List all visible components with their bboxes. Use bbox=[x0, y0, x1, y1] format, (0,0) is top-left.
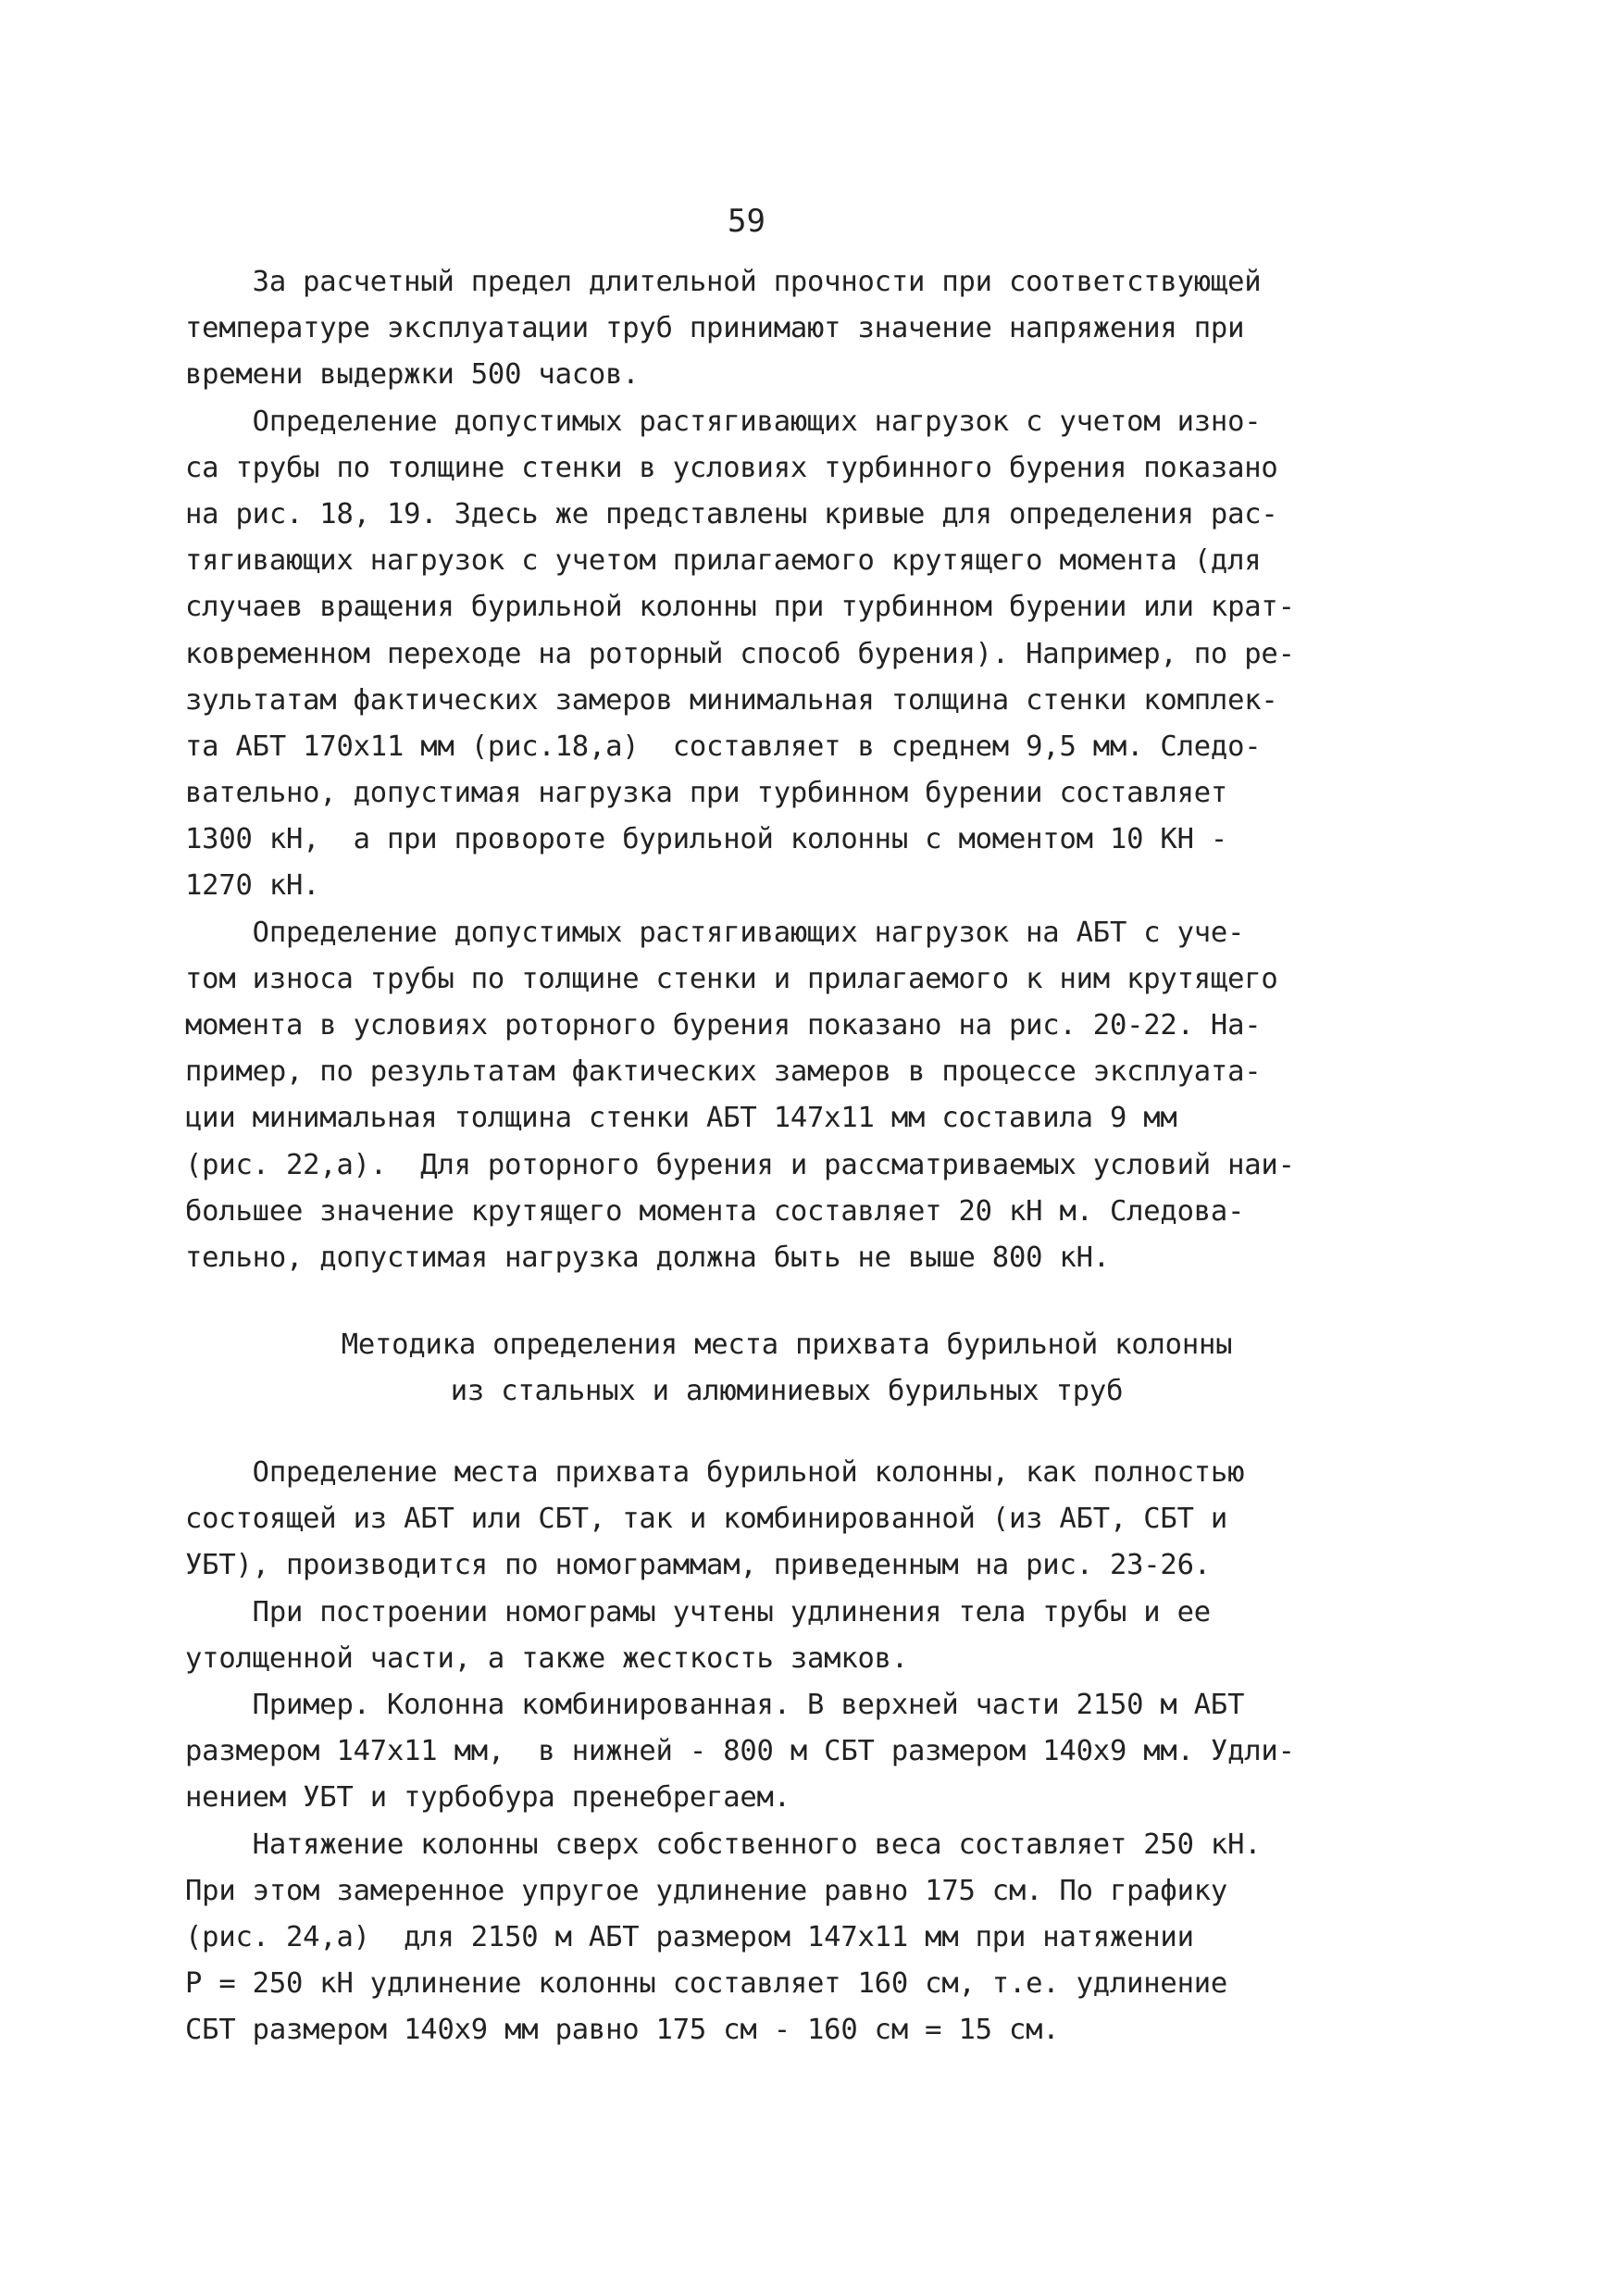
text-line: Определение допустимых растягивающих нагрузок на АБТ с уче- bbox=[185, 916, 1245, 949]
text-line: большее значение крутящего момента составляет 20 кН м. Следова- bbox=[185, 1194, 1245, 1228]
text-line: утолщенной части, а также жесткость замков. bbox=[185, 1641, 908, 1675]
text-line: (рис. 24,а) для 2150 м АБТ размером 147x11 мм при натяжении bbox=[185, 1920, 1194, 1953]
text-line: са трубы по толщине стенки в условиях турбинного бурения показано bbox=[185, 451, 1278, 484]
text-line: ковременном переходе на роторный способ бурения). Например, по ре- bbox=[185, 637, 1295, 670]
text-line: случаев вращения бурильной колонны при турбинном бурении или крат- bbox=[185, 591, 1295, 624]
text-line: 1300 кН, а при провороте бурильной колонны с моментом 10 КН - bbox=[185, 823, 1228, 856]
text-line: УБТ), производится по номограммам, приведенным на рис. 23-26. bbox=[185, 1549, 1211, 1582]
text-line: тельно, допустимая нагрузка должна быть не выше 800 кН. bbox=[185, 1241, 1110, 1274]
text-line: Определение допустимых растягивающих нагрузок с учетом изно- bbox=[185, 405, 1262, 438]
text-line: При этом замеренное упругое удлинение равно 175 см. По графику bbox=[185, 1874, 1228, 1907]
text-line: За расчетный предел длительной прочности при соответствующей bbox=[185, 266, 1262, 298]
section-heading-line-1: Методика определения места прихвата бурильной колонны bbox=[341, 1329, 1233, 1361]
text-line: Р = 250 кН удлинение колонны составляет 160 см, т.е. удлинение bbox=[185, 1967, 1228, 2001]
text-line: ции минимальная толщина стенки АБТ 147x11 мм составила 9 мм bbox=[185, 1102, 1177, 1135]
text-line: момента в условиях роторного бурения показано на рис. 20-22. На- bbox=[185, 1009, 1262, 1042]
text-line: том износа трубы по толщине стенки и прилагаемого к ним крутящего bbox=[185, 962, 1278, 995]
section-heading-line-2: из стальных и алюминиевых бурильных труб bbox=[450, 1375, 1124, 1408]
body-text-section-1 bbox=[185, 259, 1388, 1281]
text-line: СБТ размером 140x9 мм равно 175 см - 160 см = 15 см. bbox=[185, 2014, 1060, 2047]
page-number: 59 bbox=[728, 203, 765, 240]
text-line: вательно, допустимая нагрузка при турбинном бурении составляет bbox=[185, 777, 1228, 810]
text-line: на рис. 18, 19. Здесь же представлены кривые для определения рас- bbox=[185, 497, 1278, 530]
text-line: состоящей из АБТ или СБТ, так и комбинированной (из АБТ, СБТ и bbox=[185, 1503, 1228, 1536]
text-line: та АБТ 170x11 мм (рис.18,а) составляет в среднем 9,5 мм. Следо- bbox=[185, 730, 1262, 763]
body-text-section-2 bbox=[185, 1450, 1388, 2053]
text-line: Пример. Колонна комбинированная. В верхней части 2150 м АБТ bbox=[185, 1688, 1245, 1721]
text-line: тягивающих нагрузок с учетом прилагаемого крутящего момента (для bbox=[185, 544, 1262, 578]
text-line: (рис. 22,а). Для роторного бурения и рассматриваемых условий наи- bbox=[185, 1148, 1295, 1181]
text-line: зультатам фактических замеров минимальная толщина стенки комплек- bbox=[185, 683, 1278, 717]
text-line: температуре эксплуатации труб принимают значение напряжения при bbox=[185, 312, 1245, 345]
text-line: Определение места прихвата бурильной колонны, как полностью bbox=[185, 1456, 1245, 1489]
text-line: размером 147x11 мм, в нижней - 800 м СБТ размером 140x9 мм. Удли- bbox=[185, 1735, 1295, 1768]
section-heading bbox=[185, 1322, 1388, 1415]
text-line: нением УБТ и турбобура пренебрегаем. bbox=[185, 1781, 790, 1815]
text-line: 1270 кН. bbox=[185, 869, 320, 903]
text-line: пример, по результатам фактических замеров в процессе эксплуата- bbox=[185, 1055, 1262, 1089]
text-line: времени выдержки 500 часов. bbox=[185, 358, 640, 392]
text-line: Натяжение колонны сверх собственного веса составляет 250 кН. bbox=[185, 1828, 1262, 1861]
text-line: При построении номограмы учтены удлинения тела трубы и ее bbox=[185, 1595, 1211, 1628]
